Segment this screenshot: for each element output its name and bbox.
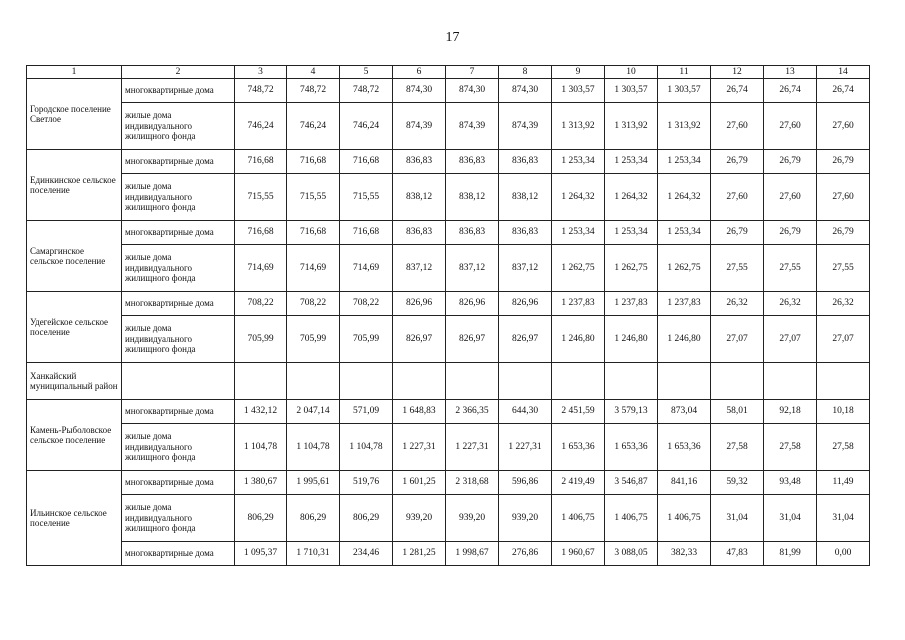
value-cell: 92,18 — [764, 400, 817, 424]
value-cell: 1 253,34 — [605, 221, 658, 245]
value-cell: 748,72 — [287, 79, 340, 103]
value-cell: 874,30 — [446, 79, 499, 103]
value-cell: 705,99 — [235, 316, 287, 363]
value-cell: 1 303,57 — [658, 79, 711, 103]
column-header: 7 — [446, 66, 499, 79]
table-row — [27, 400, 870, 424]
value-cell: 715,55 — [287, 174, 340, 221]
value-cell: 748,72 — [340, 79, 393, 103]
empty-cell — [340, 363, 393, 400]
table-row — [27, 103, 870, 150]
value-cell: 93,48 — [764, 471, 817, 495]
value-cell: 2 366,35 — [446, 400, 499, 424]
value-cell: 27,55 — [817, 245, 870, 292]
column-header: 11 — [658, 66, 711, 79]
value-cell: 716,68 — [287, 150, 340, 174]
value-cell: 27,60 — [711, 103, 764, 150]
column-header: 12 — [711, 66, 764, 79]
value-cell: 644,30 — [499, 400, 552, 424]
value-cell: 1 095,37 — [235, 542, 287, 566]
column-header: 9 — [552, 66, 605, 79]
value-cell: 276,86 — [499, 542, 552, 566]
value-cell: 826,97 — [446, 316, 499, 363]
value-cell: 708,22 — [235, 292, 287, 316]
value-cell: 27,55 — [711, 245, 764, 292]
value-cell: 1 406,75 — [658, 495, 711, 542]
value-cell: 1 653,36 — [605, 424, 658, 471]
value-cell: 716,68 — [287, 221, 340, 245]
value-cell: 1 227,31 — [393, 424, 446, 471]
value-cell: 715,55 — [235, 174, 287, 221]
value-cell: 748,72 — [235, 79, 287, 103]
value-cell: 716,68 — [340, 221, 393, 245]
column-header: 14 — [817, 66, 870, 79]
housing-type: многоквартирные дома — [122, 150, 235, 174]
value-cell: 1 246,80 — [605, 316, 658, 363]
table-row — [27, 495, 870, 542]
value-cell: 838,12 — [446, 174, 499, 221]
value-cell: 1 313,92 — [658, 103, 711, 150]
settlement-name: Камень-Рыболовское сельское поселение — [27, 400, 122, 471]
value-cell: 234,46 — [340, 542, 393, 566]
value-cell: 1 313,92 — [552, 103, 605, 150]
settlement-name: Ильинское сельское поселение — [27, 471, 122, 566]
value-cell: 27,07 — [817, 316, 870, 363]
column-header: 2 — [122, 66, 235, 79]
value-cell: 1 710,31 — [287, 542, 340, 566]
value-cell: 31,04 — [711, 495, 764, 542]
value-cell: 746,24 — [235, 103, 287, 150]
value-cell: 874,30 — [499, 79, 552, 103]
value-cell: 2 451,59 — [552, 400, 605, 424]
value-cell: 26,32 — [711, 292, 764, 316]
value-cell: 1 253,34 — [552, 150, 605, 174]
value-cell: 826,96 — [446, 292, 499, 316]
value-cell: 3 579,13 — [605, 400, 658, 424]
value-cell: 1 281,25 — [393, 542, 446, 566]
table-row — [27, 79, 870, 103]
value-cell: 714,69 — [235, 245, 287, 292]
value-cell: 3 546,87 — [605, 471, 658, 495]
value-cell: 0,00 — [817, 542, 870, 566]
value-cell: 939,20 — [446, 495, 499, 542]
table-row — [27, 542, 870, 566]
column-header: 1 — [27, 66, 122, 79]
table-row — [27, 245, 870, 292]
value-cell: 714,69 — [287, 245, 340, 292]
value-cell: 1 237,83 — [552, 292, 605, 316]
empty-cell — [764, 363, 817, 400]
value-cell: 26,74 — [711, 79, 764, 103]
value-cell: 1 998,67 — [446, 542, 499, 566]
column-header: 8 — [499, 66, 552, 79]
value-cell: 26,79 — [817, 221, 870, 245]
value-cell: 1 246,80 — [552, 316, 605, 363]
value-cell: 1 227,31 — [499, 424, 552, 471]
value-cell: 26,79 — [817, 150, 870, 174]
value-cell: 1 262,75 — [605, 245, 658, 292]
value-cell: 1 246,80 — [658, 316, 711, 363]
value-cell: 1 380,67 — [235, 471, 287, 495]
value-cell: 31,04 — [817, 495, 870, 542]
housing-type: жилые дома индивидуального жилищного фонда — [122, 495, 235, 542]
value-cell: 1 264,32 — [658, 174, 711, 221]
value-cell: 27,58 — [764, 424, 817, 471]
housing-type: жилые дома индивидуального жилищного фонда — [122, 424, 235, 471]
empty-cell — [817, 363, 870, 400]
empty-cell — [122, 363, 235, 400]
value-cell: 571,09 — [340, 400, 393, 424]
value-cell: 1 648,83 — [393, 400, 446, 424]
value-cell: 826,96 — [393, 292, 446, 316]
value-cell: 26,79 — [711, 150, 764, 174]
value-cell: 58,01 — [711, 400, 764, 424]
value-cell: 708,22 — [340, 292, 393, 316]
value-cell: 382,33 — [658, 542, 711, 566]
value-cell: 10,18 — [817, 400, 870, 424]
value-cell: 1 253,34 — [552, 221, 605, 245]
table-row — [27, 174, 870, 221]
value-cell: 826,97 — [393, 316, 446, 363]
empty-cell — [393, 363, 446, 400]
value-cell: 1 253,34 — [658, 150, 711, 174]
value-cell: 59,32 — [711, 471, 764, 495]
value-cell: 837,12 — [499, 245, 552, 292]
value-cell: 874,39 — [393, 103, 446, 150]
value-cell: 1 104,78 — [235, 424, 287, 471]
value-cell: 1 995,61 — [287, 471, 340, 495]
tariff-table — [26, 65, 870, 566]
housing-type: жилые дома индивидуального жилищного фонда — [122, 174, 235, 221]
table-row — [27, 292, 870, 316]
empty-cell — [235, 363, 287, 400]
value-cell: 3 088,05 — [605, 542, 658, 566]
value-cell: 47,83 — [711, 542, 764, 566]
value-cell: 11,49 — [817, 471, 870, 495]
value-cell: 1 601,25 — [393, 471, 446, 495]
table-body — [27, 79, 870, 566]
settlement-name: Городское поселение Светлое — [27, 79, 122, 150]
value-cell: 836,83 — [446, 150, 499, 174]
value-cell: 806,29 — [287, 495, 340, 542]
value-cell: 806,29 — [340, 495, 393, 542]
value-cell: 874,30 — [393, 79, 446, 103]
value-cell: 1 406,75 — [552, 495, 605, 542]
value-cell: 1 227,31 — [446, 424, 499, 471]
value-cell: 26,79 — [764, 221, 817, 245]
value-cell: 27,60 — [764, 103, 817, 150]
value-cell: 746,24 — [287, 103, 340, 150]
value-cell: 31,04 — [764, 495, 817, 542]
value-cell: 716,68 — [235, 150, 287, 174]
value-cell: 519,76 — [340, 471, 393, 495]
value-cell: 826,97 — [499, 316, 552, 363]
value-cell: 836,83 — [393, 150, 446, 174]
value-cell: 1 960,67 — [552, 542, 605, 566]
value-cell: 26,79 — [711, 221, 764, 245]
value-cell: 874,39 — [446, 103, 499, 150]
value-cell: 1 264,32 — [552, 174, 605, 221]
value-cell: 1 264,32 — [605, 174, 658, 221]
value-cell: 1 237,83 — [605, 292, 658, 316]
page-number: 17 — [445, 30, 460, 45]
value-cell: 1 262,75 — [552, 245, 605, 292]
value-cell: 27,58 — [817, 424, 870, 471]
value-cell: 26,74 — [817, 79, 870, 103]
value-cell: 27,58 — [711, 424, 764, 471]
value-cell: 27,60 — [711, 174, 764, 221]
settlement-name: Единкинское сельское поселение — [27, 150, 122, 221]
empty-cell — [446, 363, 499, 400]
value-cell: 705,99 — [287, 316, 340, 363]
empty-cell — [552, 363, 605, 400]
value-cell: 26,79 — [764, 150, 817, 174]
value-cell: 26,74 — [764, 79, 817, 103]
value-cell: 27,60 — [817, 103, 870, 150]
value-cell: 2 047,14 — [287, 400, 340, 424]
value-cell: 26,32 — [764, 292, 817, 316]
value-cell: 27,07 — [711, 316, 764, 363]
settlement-name: Самаргинское сельское поселение — [27, 221, 122, 292]
value-cell: 705,99 — [340, 316, 393, 363]
empty-cell — [658, 363, 711, 400]
value-cell: 836,83 — [499, 221, 552, 245]
value-cell: 2 318,68 — [446, 471, 499, 495]
value-cell: 746,24 — [340, 103, 393, 150]
value-cell: 1 253,34 — [605, 150, 658, 174]
value-cell: 27,60 — [817, 174, 870, 221]
value-cell: 1 253,34 — [658, 221, 711, 245]
housing-type: многоквартирные дома — [122, 542, 235, 566]
value-cell: 1 104,78 — [340, 424, 393, 471]
value-cell: 836,83 — [393, 221, 446, 245]
value-cell: 596,86 — [499, 471, 552, 495]
value-cell: 2 419,49 — [552, 471, 605, 495]
value-cell: 1 406,75 — [605, 495, 658, 542]
housing-type: многоквартирные дома — [122, 292, 235, 316]
column-header: 4 — [287, 66, 340, 79]
empty-cell — [499, 363, 552, 400]
empty-cell — [605, 363, 658, 400]
column-header: 3 — [235, 66, 287, 79]
empty-cell — [711, 363, 764, 400]
housing-type: многоквартирные дома — [122, 471, 235, 495]
column-header: 5 — [340, 66, 393, 79]
value-cell: 874,39 — [499, 103, 552, 150]
value-cell: 1 237,83 — [658, 292, 711, 316]
value-cell: 837,12 — [446, 245, 499, 292]
district-name: Ханкайский муниципальный район — [27, 363, 122, 400]
value-cell: 1 432,12 — [235, 400, 287, 424]
value-cell: 27,55 — [764, 245, 817, 292]
table-row — [27, 221, 870, 245]
value-cell: 806,29 — [235, 495, 287, 542]
value-cell: 1 104,78 — [287, 424, 340, 471]
value-cell: 1 303,57 — [552, 79, 605, 103]
column-header: 13 — [764, 66, 817, 79]
housing-type: многоквартирные дома — [122, 79, 235, 103]
table-row — [27, 424, 870, 471]
value-cell: 837,12 — [393, 245, 446, 292]
value-cell: 1 313,92 — [605, 103, 658, 150]
housing-type: жилые дома индивидуального жилищного фонда — [122, 316, 235, 363]
header-row — [27, 66, 870, 79]
value-cell: 873,04 — [658, 400, 711, 424]
value-cell: 27,60 — [764, 174, 817, 221]
value-cell: 27,07 — [764, 316, 817, 363]
housing-type: жилые дома индивидуального жилищного фонда — [122, 245, 235, 292]
district-row — [27, 363, 870, 400]
value-cell: 714,69 — [340, 245, 393, 292]
value-cell: 715,55 — [340, 174, 393, 221]
value-cell: 826,96 — [499, 292, 552, 316]
value-cell: 1 653,36 — [552, 424, 605, 471]
value-cell: 708,22 — [287, 292, 340, 316]
value-cell: 841,16 — [658, 471, 711, 495]
value-cell: 1 303,57 — [605, 79, 658, 103]
housing-type: многоквартирные дома — [122, 221, 235, 245]
value-cell: 939,20 — [393, 495, 446, 542]
table-row — [27, 316, 870, 363]
value-cell: 836,83 — [499, 150, 552, 174]
value-cell: 939,20 — [499, 495, 552, 542]
settlement-name: Удегейское сельское поселение — [27, 292, 122, 363]
table-row — [27, 471, 870, 495]
column-header: 10 — [605, 66, 658, 79]
table-row — [27, 150, 870, 174]
housing-type: многоквартирные дома — [122, 400, 235, 424]
value-cell: 1 653,36 — [658, 424, 711, 471]
value-cell: 1 262,75 — [658, 245, 711, 292]
column-header: 6 — [393, 66, 446, 79]
value-cell: 838,12 — [499, 174, 552, 221]
housing-type: жилые дома индивидуального жилищного фонда — [122, 103, 235, 150]
empty-cell — [287, 363, 340, 400]
value-cell: 716,68 — [340, 150, 393, 174]
value-cell: 716,68 — [235, 221, 287, 245]
value-cell: 81,99 — [764, 542, 817, 566]
value-cell: 26,32 — [817, 292, 870, 316]
value-cell: 836,83 — [446, 221, 499, 245]
value-cell: 838,12 — [393, 174, 446, 221]
